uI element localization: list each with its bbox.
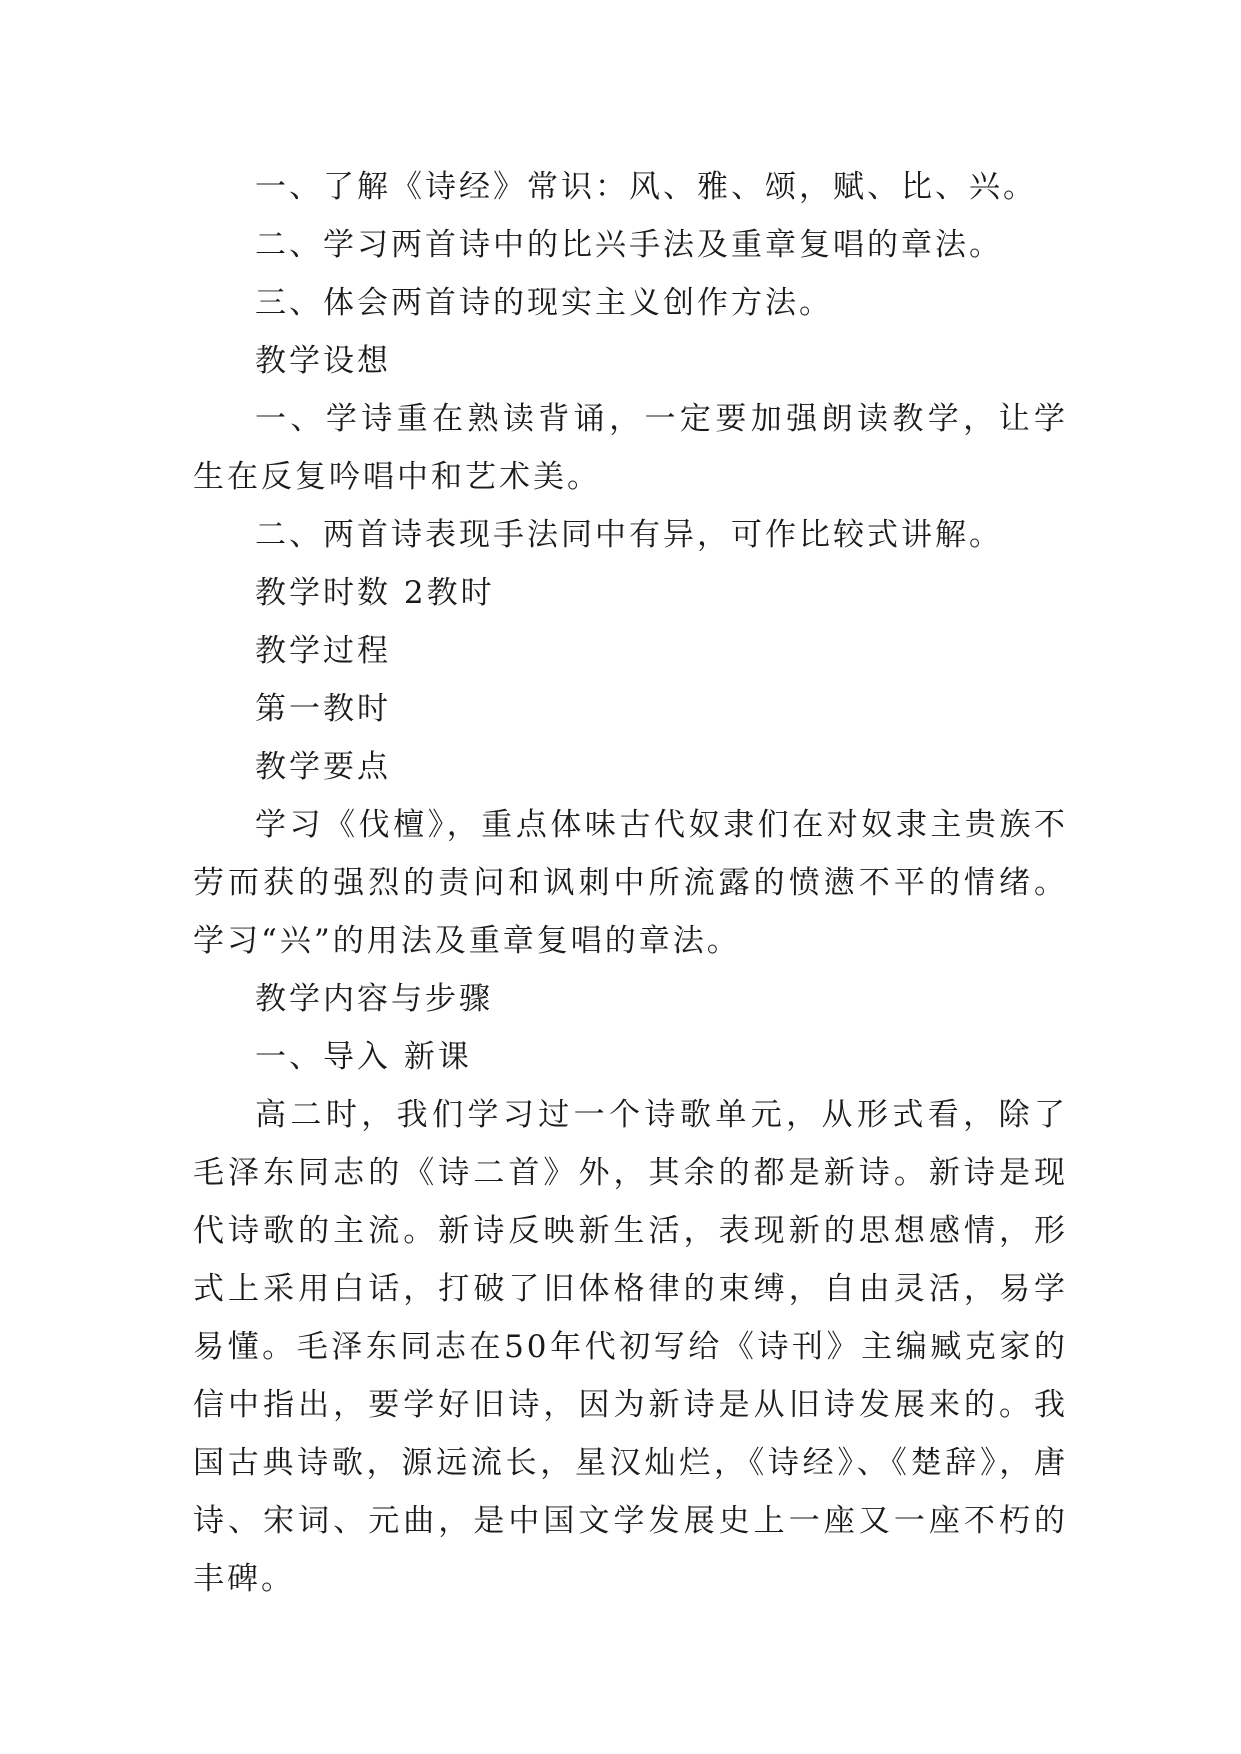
paragraph-teaching-points: 学习《伐檀》，重点体味古代奴隶们在对奴隶主贵族不劳而获的强烈的责问和讽刺中所流露的愤懑不平的情绪。学习“兴”的用法及重章复唱的章法。 <box>193 807 1068 959</box>
heading-teaching-points: 教学要点 <box>255 749 391 785</box>
heading-introduction: 一、导入 新课 <box>255 1039 472 1075</box>
heading-first-lesson: 第一教时 <box>255 691 391 727</box>
heading-teaching-idea: 教学设想 <box>255 343 391 379</box>
paragraph-objective-2: 二、学习两首诗中的比兴手法及重章复唱的章法。 <box>255 227 1003 263</box>
heading-content-steps: 教学内容与步骤 <box>255 981 493 1017</box>
paragraph-objective-3: 三、体会两首诗的现实主义创作方法。 <box>255 285 833 321</box>
paragraph-objective-1: 一、了解《诗经》常识：风、雅、颂，赋、比、兴。 <box>255 169 1037 205</box>
document-body <box>193 158 1068 1608</box>
paragraph-teaching-hours: 教学时数 2教时 <box>255 575 495 611</box>
paragraph-idea-1: 一、学诗重在熟读背诵，一定要加强朗读教学，让学生在反复吟唱中和艺术美。 <box>193 401 1068 495</box>
paragraph-introduction: 高二时，我们学习过一个诗歌单元，从形式看，除了毛泽东同志的《诗二首》外，其余的都是新诗。新诗是现代诗歌的主流。新诗反映新生活，表现新的思想感情，形式上采用白话，打破了旧体格律的束缚，自由灵活，易学易懂。毛泽东同志在50年代初写给《诗刊》主编臧克家的信中指出，要学好旧诗，因为新诗是从旧诗发展来的。我国古典诗歌，源远流长，星汉灿烂，《诗经》、《楚辞》，唐诗、宋词、元曲，是中国文学发展史上一座又一座不朽的丰碑。 <box>193 1097 1068 1597</box>
paragraph-idea-2: 二、两首诗表现手法同中有异，可作比较式讲解。 <box>255 517 1003 553</box>
heading-teaching-process: 教学过程 <box>255 633 391 669</box>
